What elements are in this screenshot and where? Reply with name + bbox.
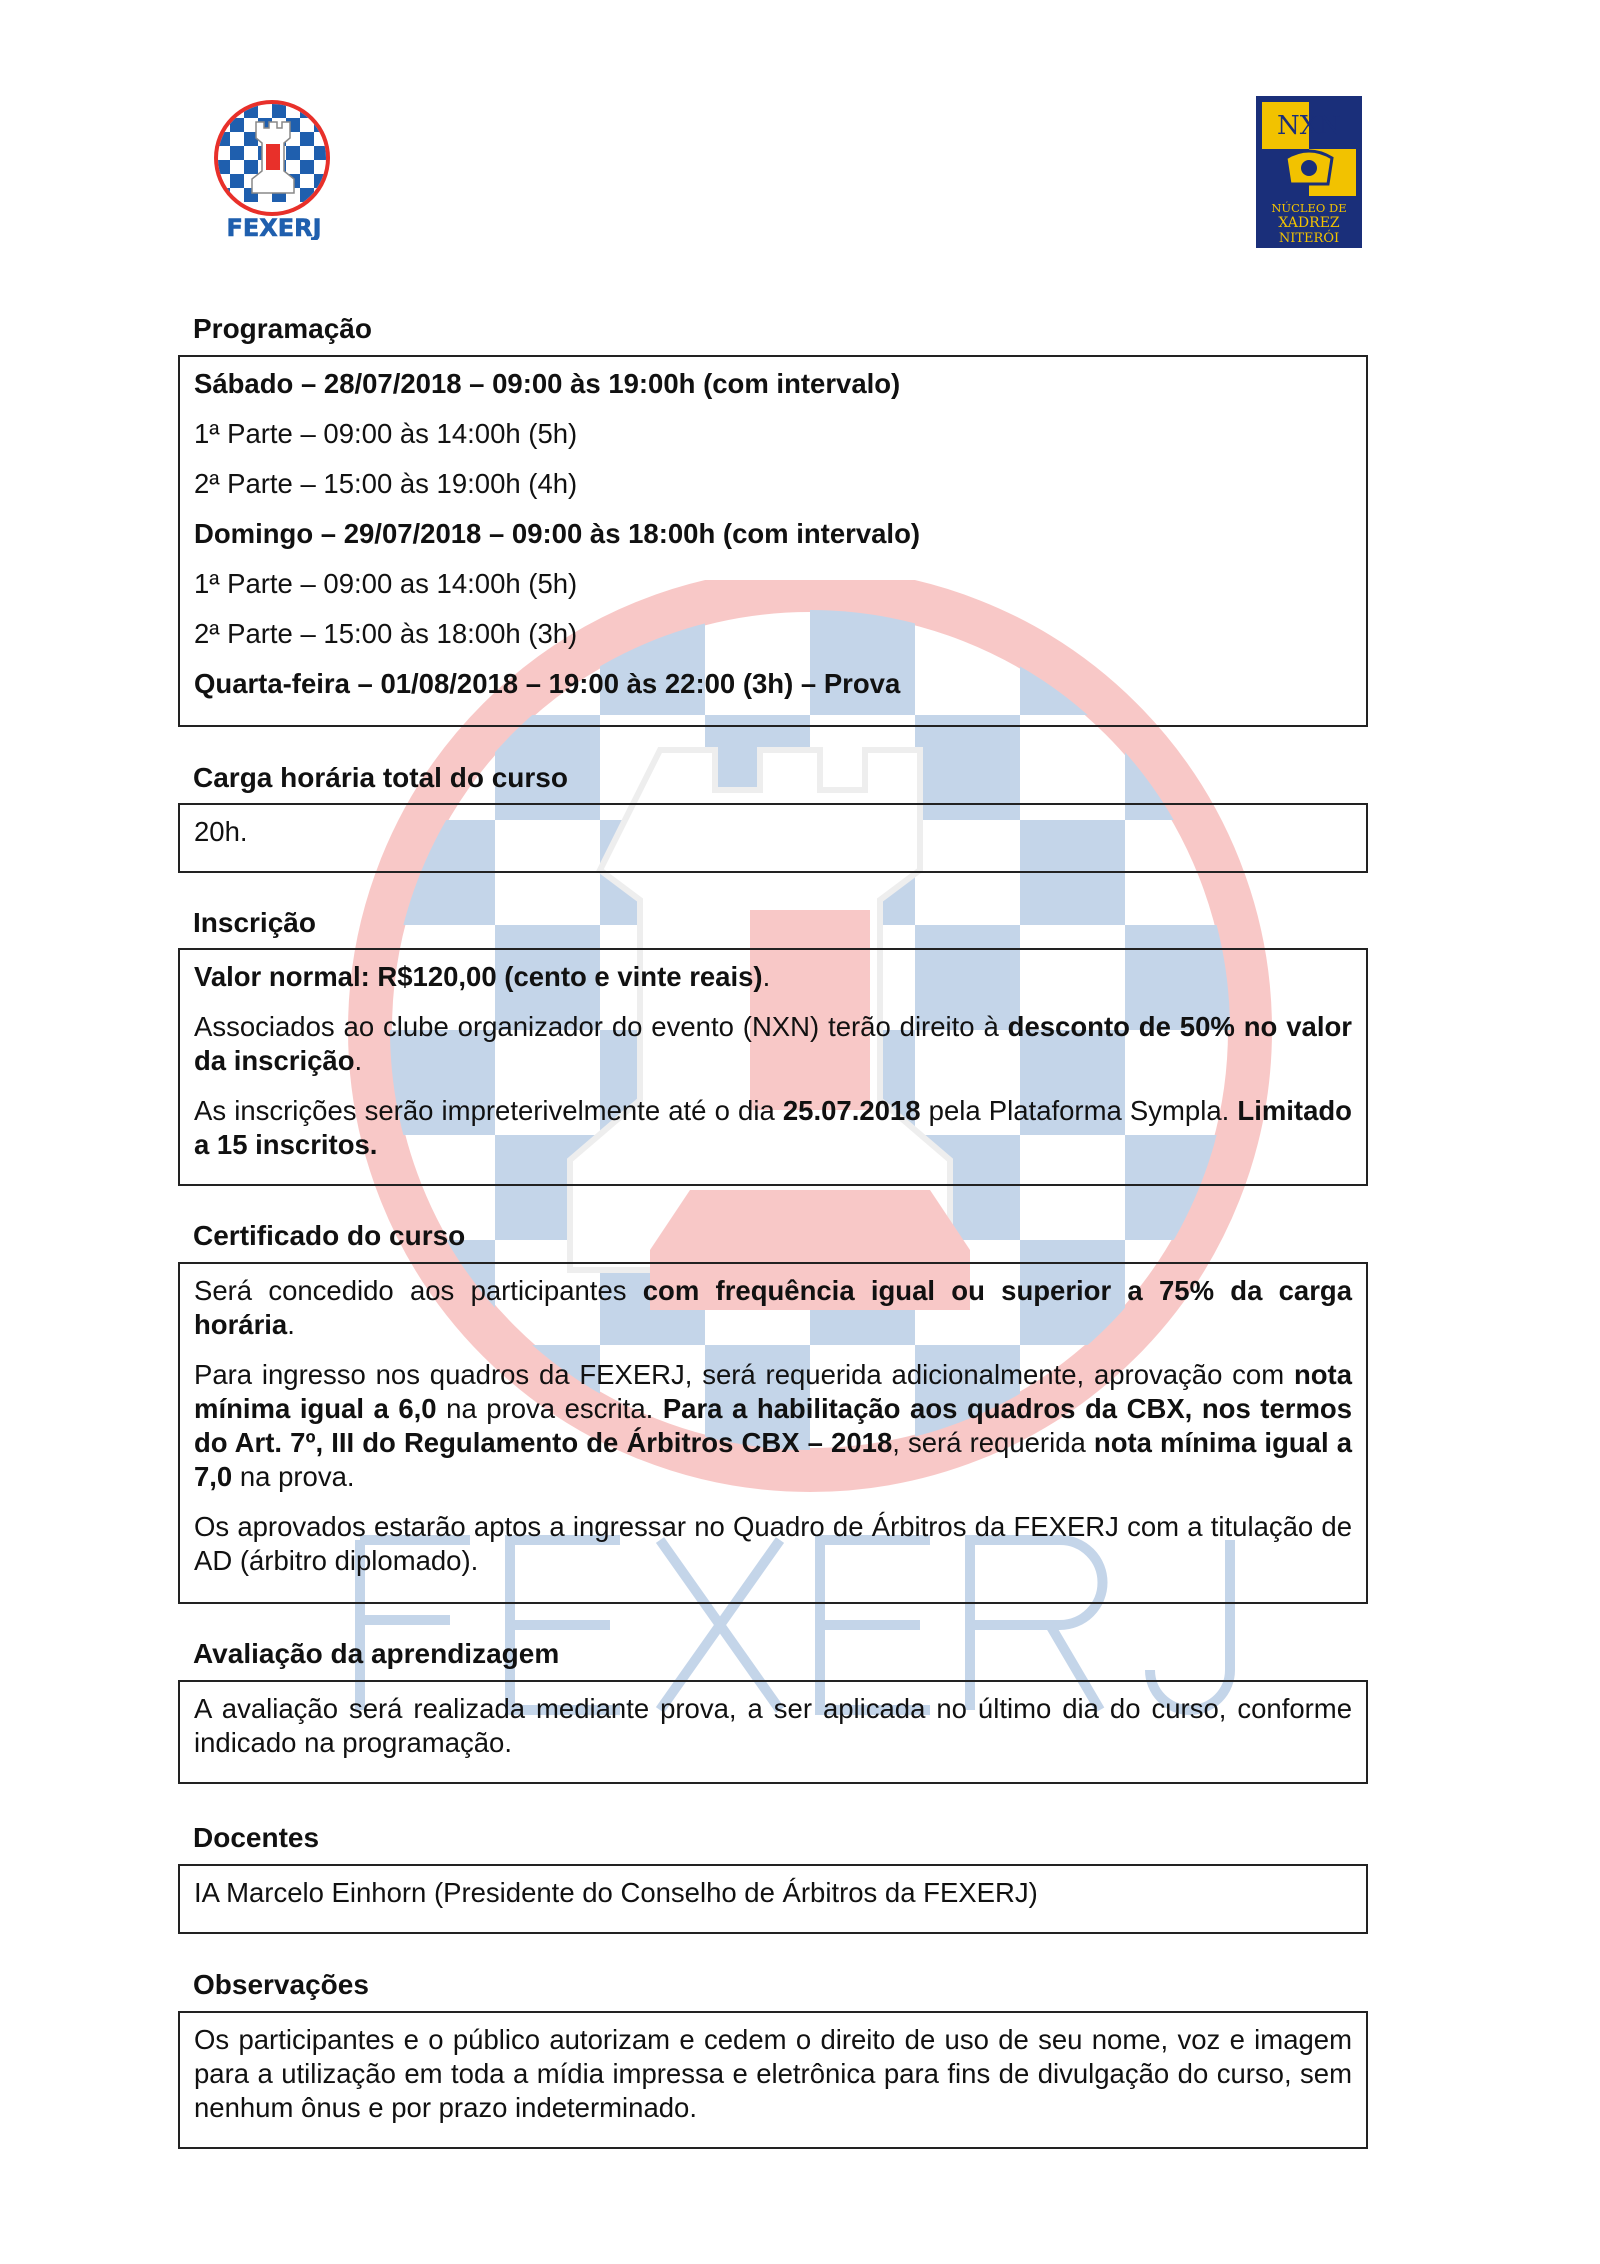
nxn-line-1: NÚCLEO DE — [1271, 201, 1347, 215]
nxn-line-3: NITERÓI — [1278, 231, 1340, 246]
carga-value: 20h. — [194, 816, 248, 847]
programacao-heading: Programação — [193, 313, 372, 344]
docente-name: IA Marcelo Einhorn (Presidente do Conselho de Árbitros da FEXERJ) — [194, 1877, 1038, 1908]
fexerj-logo — [206, 100, 342, 240]
certificado-aprovacao: Para ingresso nos quadros da FEXERJ, será requerida adicionalmente, aprovação com nota mínima igual a 6,0 na prova escrita. Para a habilitação aos quadros da CBX, nos termos do Art. 7º, III do Regulamento de Árbitros CBX – 2018, será requerida nota mínima igual a 7,0 na prova. — [194, 1359, 1352, 1492]
carga-box — [178, 803, 1368, 873]
schedule-line: 2ª Parte – 15:00 às 18:00h (3h) — [194, 618, 578, 649]
observacoes-box — [178, 2011, 1368, 2149]
programacao-box — [178, 355, 1368, 727]
nxn-monogram: NXN — [1276, 111, 1342, 141]
certificado-aprovados: Os aprovados estarão aptos a ingressar no Quadro de Árbitros da FEXERJ com a titulação de AD (árbitro diplomado). — [194, 1511, 1352, 1576]
schedule-line: Quarta-feira – 01/08/2018 – 19:00 às 22:00 (3h) – Prova — [194, 668, 901, 699]
observacoes-heading: Observações — [193, 1969, 369, 2000]
inscricao-valor: Valor normal: R$120,00 (cento e vinte reais). — [194, 961, 771, 992]
schedule-line: Domingo – 29/07/2018 – 09:00 às 18:00h (com intervalo) — [194, 518, 921, 549]
inscricao-heading: Inscrição — [193, 907, 316, 938]
certificado-frequencia: Será concedido aos participantes com frequência igual ou superior a 75% da carga horária. — [194, 1275, 1352, 1340]
nxn-logo — [1256, 96, 1362, 248]
certificado-box — [178, 1262, 1368, 1604]
inscricao-prazo: As inscrições serão impreterivelmente até o dia 25.07.2018 pela Plataforma Sympla. Limitado a 15 inscritos. — [194, 1095, 1352, 1160]
docentes-heading: Docentes — [193, 1822, 320, 1853]
inscricao-desconto: Associados ao clube organizador do evento (NXN) terão direito à desconto de 50% no valor da inscrição. — [194, 1011, 1352, 1076]
observacoes-text: Os participantes e o público autorizam e cedem o direito de uso de seu nome, voz e imagem para a utilização em toda a mídia impressa e eletrônica para fins de divulgação do curso, sem nenhum ônus e por prazo indeterminado. — [194, 2024, 1352, 2123]
docentes-box — [178, 1864, 1368, 1934]
avaliacao-heading: Avaliação da aprendizagem — [193, 1638, 560, 1669]
schedule-line: 2ª Parte – 15:00 às 19:00h (4h) — [194, 468, 578, 499]
schedule-line: 1ª Parte – 09:00 às 14:00h (5h) — [194, 418, 578, 449]
nxn-line-2: XADREZ — [1278, 215, 1340, 231]
certificado-heading: Certificado do curso — [193, 1220, 466, 1251]
fexerj-logo-text: FEXERJ — [226, 214, 322, 240]
avaliacao-box — [178, 1680, 1368, 1784]
inscricao-box — [178, 948, 1368, 1186]
schedule-line: Sábado – 28/07/2018 – 09:00 às 19:00h (com intervalo) — [194, 368, 901, 399]
schedule-line: 1ª Parte – 09:00 as 14:00h (5h) — [194, 568, 578, 599]
carga-heading: Carga horária total do curso — [193, 762, 568, 793]
avaliacao-text: A avaliação será realizada mediante prova, a ser aplicada no último dia do curso, conforme indicado na programação. — [194, 1693, 1352, 1758]
